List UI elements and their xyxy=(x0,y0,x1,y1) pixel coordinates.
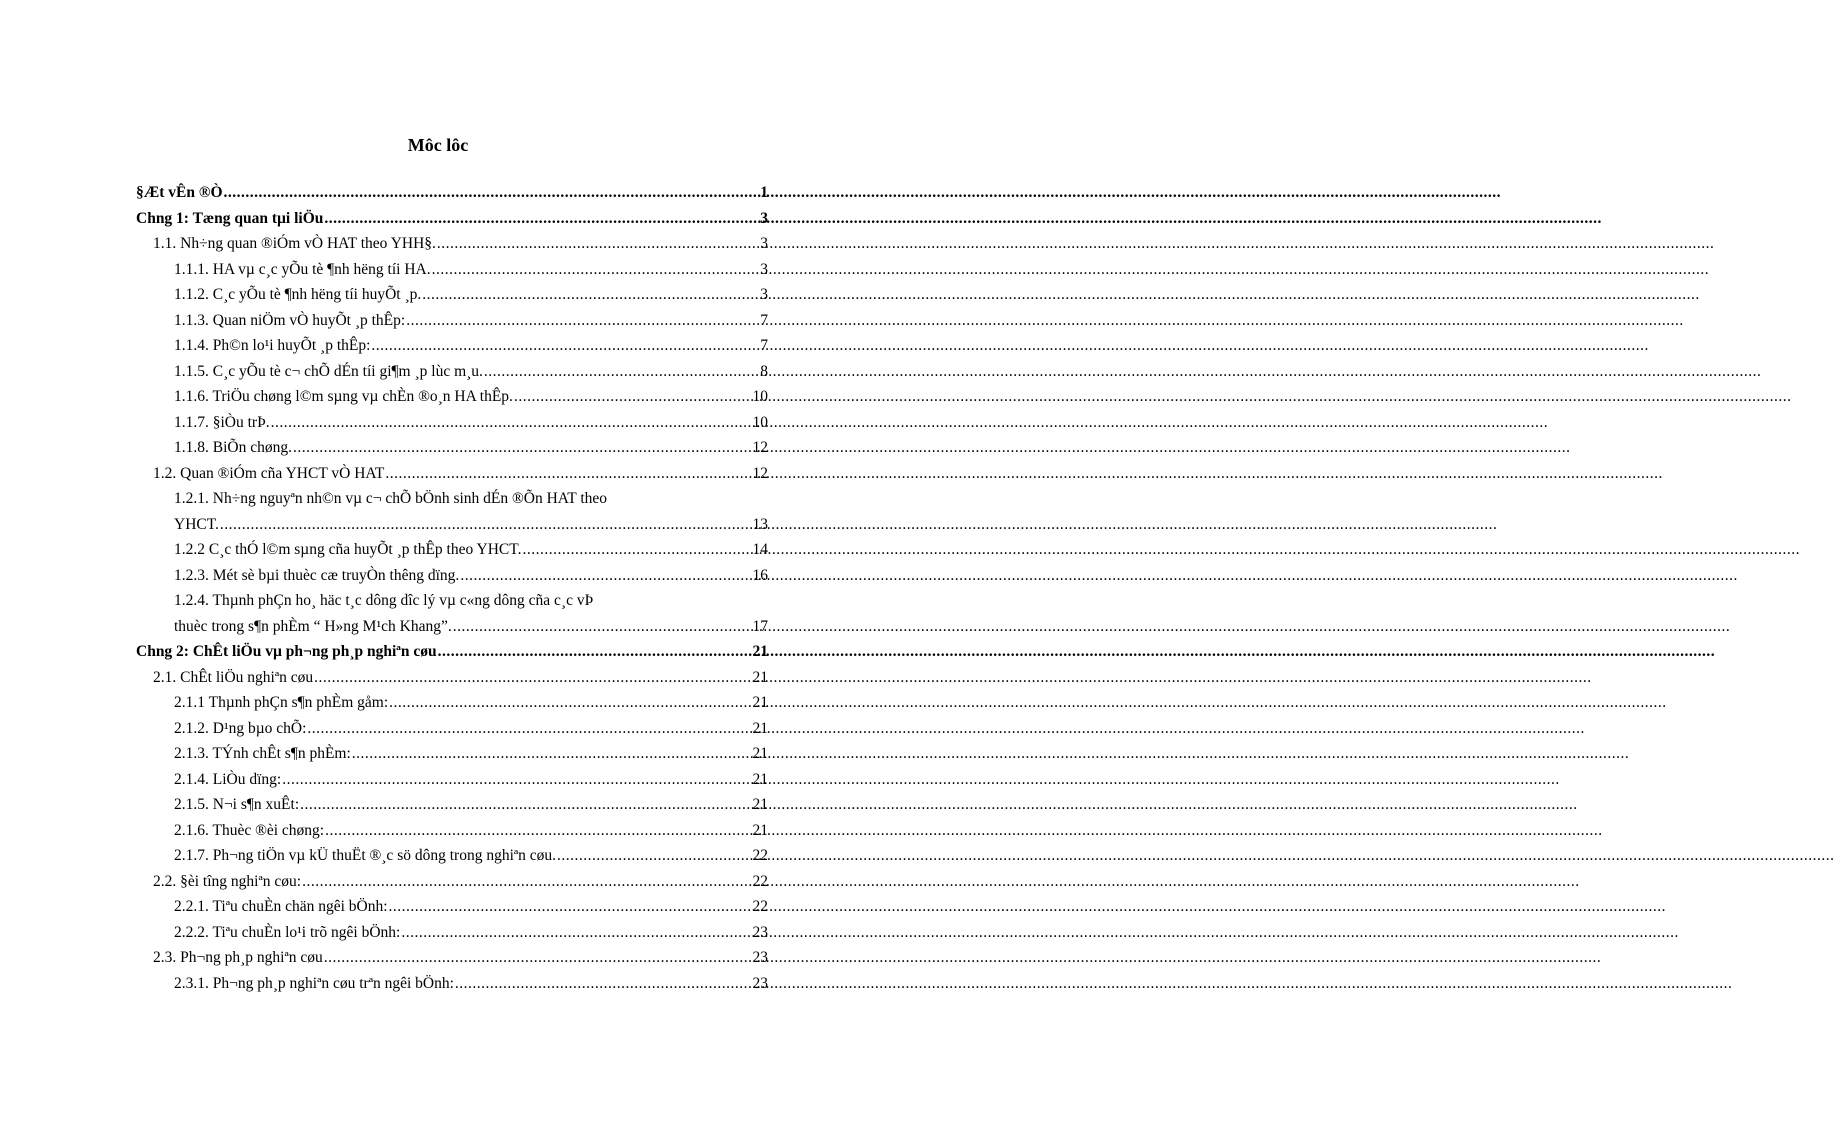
toc-entry[interactable] xyxy=(136,384,768,410)
toc-dot-leader xyxy=(453,614,752,640)
toc-entry-text: 1.2.4. Thµnh phÇn ho¸ häc t¸c dông dîc lý vµ c«ng dông cña c¸c vÞ xyxy=(174,592,594,609)
toc-page-number: 21 xyxy=(752,821,768,839)
toc-page-number: 21 xyxy=(752,668,768,686)
toc-dot-leader xyxy=(522,537,751,563)
toc-dot-leader xyxy=(557,843,751,869)
toc-page-number: 10 xyxy=(752,388,768,405)
toc-entry-text: Chng 1: Tæng quan tµi liÖu xyxy=(136,209,324,227)
toc-page-number: 12 xyxy=(752,439,768,456)
toc-page-number: 7 xyxy=(760,337,768,354)
toc-entry-text: §Æt vÊn ®Ò xyxy=(136,184,223,201)
toc-entry-text: 1.1.6. TriÖu chøng l©m sµng vµ chÈn ®o¸n HA thÊp. xyxy=(174,388,513,405)
toc-entry-text: 2.2.2. Tiªu chuÈn lo¹i trõ ngêi bÖnh: xyxy=(174,923,401,941)
toc-page-number: 22 xyxy=(752,898,768,915)
toc-entry-text: 1.1.1. HA vµ c¸c yÕu tè ¶nh hëng tíi HA. xyxy=(174,260,431,278)
toc-entry[interactable] xyxy=(136,843,768,869)
toc-page-number: 14 xyxy=(752,541,768,558)
toc-entry-text: 2.1.4. LiÒu dïng: xyxy=(174,770,282,788)
toc-entry-text: Chng 2: ChÊt liÖu vµ ph¬ng ph¸p nghiªn cøu xyxy=(136,643,437,660)
toc-dot-leader xyxy=(389,690,751,716)
toc-page-number: 21 xyxy=(752,694,768,711)
toc-entry-text: 1.1.7. §iÒu trÞ. xyxy=(174,413,270,431)
toc-entry[interactable] xyxy=(136,716,768,742)
toc-page-number: 12 xyxy=(752,464,768,482)
toc-entry-text: 1.1.8. BiÕn chøng. xyxy=(174,439,292,456)
toc-dot-leader xyxy=(371,333,759,359)
toc-page-number: 21 xyxy=(752,719,768,737)
toc-entry-text: 1.1.5. C¸c yÕu tè c¬ chÕ dÉn tíi gi¶m ¸p lùc m¸u. xyxy=(174,362,483,380)
toc-entry[interactable] xyxy=(136,461,768,487)
toc-page-number: 23 xyxy=(752,923,768,941)
toc-entry-text: 2.1.6. Thuèc ®èi chøng: xyxy=(174,821,325,839)
toc-page-number: 21 xyxy=(752,796,768,813)
toc-entry-text: 2.1.1 Thµnh phÇn s¶n phÈm gåm: xyxy=(174,694,389,711)
toc-dot-leader xyxy=(422,282,759,308)
toc-dot-leader xyxy=(293,435,752,461)
toc-entry-text: 1.1. Nh÷ng quan ®iÓm vÒ HAT theo YHH§. xyxy=(153,235,436,252)
toc-page-number: 16 xyxy=(752,566,768,584)
toc-page-number: 23 xyxy=(752,949,768,966)
toc-entry[interactable] xyxy=(136,308,768,334)
toc-entry[interactable] xyxy=(136,282,768,308)
toc-dot-leader xyxy=(307,716,751,742)
toc-dot-leader xyxy=(224,180,760,206)
toc-entry[interactable] xyxy=(136,333,768,359)
toc-entry-text: 1.2.1. Nh÷ng nguyªn nh©n vµ c¬ chÕ bÖnh sinh dÉn ®Õn HAT theo xyxy=(174,490,608,507)
toc-dot-leader xyxy=(401,920,751,946)
toc-entry-text: 2.2. §èi tîng nghiªn cøu: xyxy=(153,872,302,890)
toc-entry[interactable] xyxy=(136,410,768,436)
toc-entry[interactable] xyxy=(136,869,768,895)
toc-entry[interactable] xyxy=(136,435,768,461)
toc-page-number: 21 xyxy=(752,643,768,660)
toc-page-number: 22 xyxy=(752,872,768,890)
toc-dot-leader xyxy=(324,206,759,232)
toc-dot-leader xyxy=(352,741,752,767)
toc-dot-leader xyxy=(220,512,752,538)
toc-entry[interactable] xyxy=(136,359,768,385)
toc-dot-leader xyxy=(514,384,752,410)
toc-entry[interactable] xyxy=(136,486,768,537)
toc-entry[interactable] xyxy=(136,945,768,971)
toc-entry-text: 2.1. ChÊt liÖu nghiªn cøu xyxy=(153,668,314,686)
toc-dot-leader xyxy=(484,359,759,385)
toc-entry-continuation-line xyxy=(174,614,768,640)
toc-dot-leader xyxy=(271,410,752,436)
toc-page-number: 23 xyxy=(752,974,768,992)
page-title: Môc lôc xyxy=(407,135,469,155)
toc-entry[interactable] xyxy=(136,180,768,206)
toc-entry-text: 2.1.5. N¬i s¶n xuÊt: xyxy=(174,796,300,813)
document-page xyxy=(0,0,816,1123)
table-of-contents xyxy=(136,180,768,996)
toc-dot-leader xyxy=(325,818,751,844)
toc-entry[interactable] xyxy=(136,971,768,997)
toc-entry-text: 1.2.3. Mét sè bµi thuèc cæ truyÒn thêng dïng. xyxy=(174,566,460,584)
toc-page-number: 3 xyxy=(760,235,768,252)
toc-dot-leader xyxy=(389,894,752,920)
toc-page-number: 3 xyxy=(760,260,768,278)
toc-dot-leader xyxy=(385,461,751,487)
toc-entry[interactable] xyxy=(136,767,768,793)
toc-entry[interactable] xyxy=(136,563,768,589)
toc-page-number: 3 xyxy=(760,209,768,227)
toc-dot-leader xyxy=(438,639,752,665)
toc-entry-text: 1.1.2. C¸c yÕu tè ¶nh hëng tíi huyÕt ¸p. xyxy=(174,286,422,303)
toc-entry-continuation: thuèc trong s¶n phÈm “ H»ng M¹ch Khang”. xyxy=(174,617,452,635)
toc-page-number: 8 xyxy=(760,362,768,380)
toc-entry-text: 1.1.3. Quan niÖm vÒ huyÕt ¸p thÊp: xyxy=(174,311,406,329)
toc-entry[interactable] xyxy=(136,818,768,844)
toc-entry[interactable] xyxy=(136,665,768,691)
toc-page-number: 7 xyxy=(760,311,768,329)
toc-entry[interactable] xyxy=(136,690,768,716)
toc-entry[interactable] xyxy=(136,231,768,257)
toc-page-number: 22 xyxy=(752,847,768,864)
toc-page-number: 17 xyxy=(752,617,768,635)
toc-entry[interactable] xyxy=(136,894,768,920)
toc-entry-text: 2.1.3. TÝnh chÊt s¶n phÈm: xyxy=(174,745,351,762)
toc-entry[interactable] xyxy=(136,920,768,946)
toc-page-number: 21 xyxy=(752,770,768,788)
toc-dot-leader xyxy=(437,231,759,257)
toc-entry-text: 2.2.1. Tiªu chuÈn chän ngêi bÖnh: xyxy=(174,898,388,915)
toc-page-number: 21 xyxy=(752,745,768,762)
toc-entry-continuation: YHCT. xyxy=(174,515,219,533)
toc-entry-text: 2.3.1. Ph¬ng ph¸p nghiªn cøu trªn ngêi bÖnh: xyxy=(174,974,454,992)
toc-entry-text: 1.2.2 C¸c thÓ l©m sµng cña huyÕt ¸p thÊp theo YHCT. xyxy=(174,541,522,558)
toc-page-number: 13 xyxy=(752,515,768,533)
toc-dot-leader xyxy=(406,308,759,334)
toc-entry[interactable] xyxy=(136,257,768,283)
toc-dot-leader xyxy=(324,945,752,971)
toc-page-number: 10 xyxy=(752,413,768,431)
toc-dot-leader xyxy=(302,869,751,895)
toc-entry-text: 1.2. Quan ®iÓm cña YHCT vÒ HAT xyxy=(153,464,385,482)
toc-dot-leader xyxy=(455,971,752,997)
toc-entry[interactable] xyxy=(136,588,768,639)
toc-dot-leader xyxy=(432,257,760,283)
toc-entry[interactable] xyxy=(136,537,768,563)
toc-dot-leader xyxy=(314,665,751,691)
toc-page-number: 3 xyxy=(760,286,768,303)
toc-entry-text: 2.3. Ph¬ng ph¸p nghiªn cøu xyxy=(153,949,323,966)
toc-entry-text: 2.1.2. D¹ng bµo chÕ: xyxy=(174,719,307,737)
toc-entry[interactable] xyxy=(136,792,768,818)
toc-entry[interactable] xyxy=(136,206,768,232)
toc-dot-leader xyxy=(282,767,751,793)
toc-entry-text: 1.1.4. Ph©n lo¹i huyÕt ¸p thÊp: xyxy=(174,337,371,354)
toc-entry-text: 2.1.7. Ph¬ng tiÖn vµ kÜ thuËt ®¸c sö dông trong nghiªn cøu. xyxy=(174,847,557,864)
toc-dot-leader xyxy=(300,792,751,818)
toc-page-number: 1 xyxy=(760,184,768,201)
toc-entry[interactable] xyxy=(136,639,768,665)
toc-dot-leader xyxy=(460,563,751,589)
toc-entry-continuation-line xyxy=(174,512,768,538)
toc-entry[interactable] xyxy=(136,741,768,767)
